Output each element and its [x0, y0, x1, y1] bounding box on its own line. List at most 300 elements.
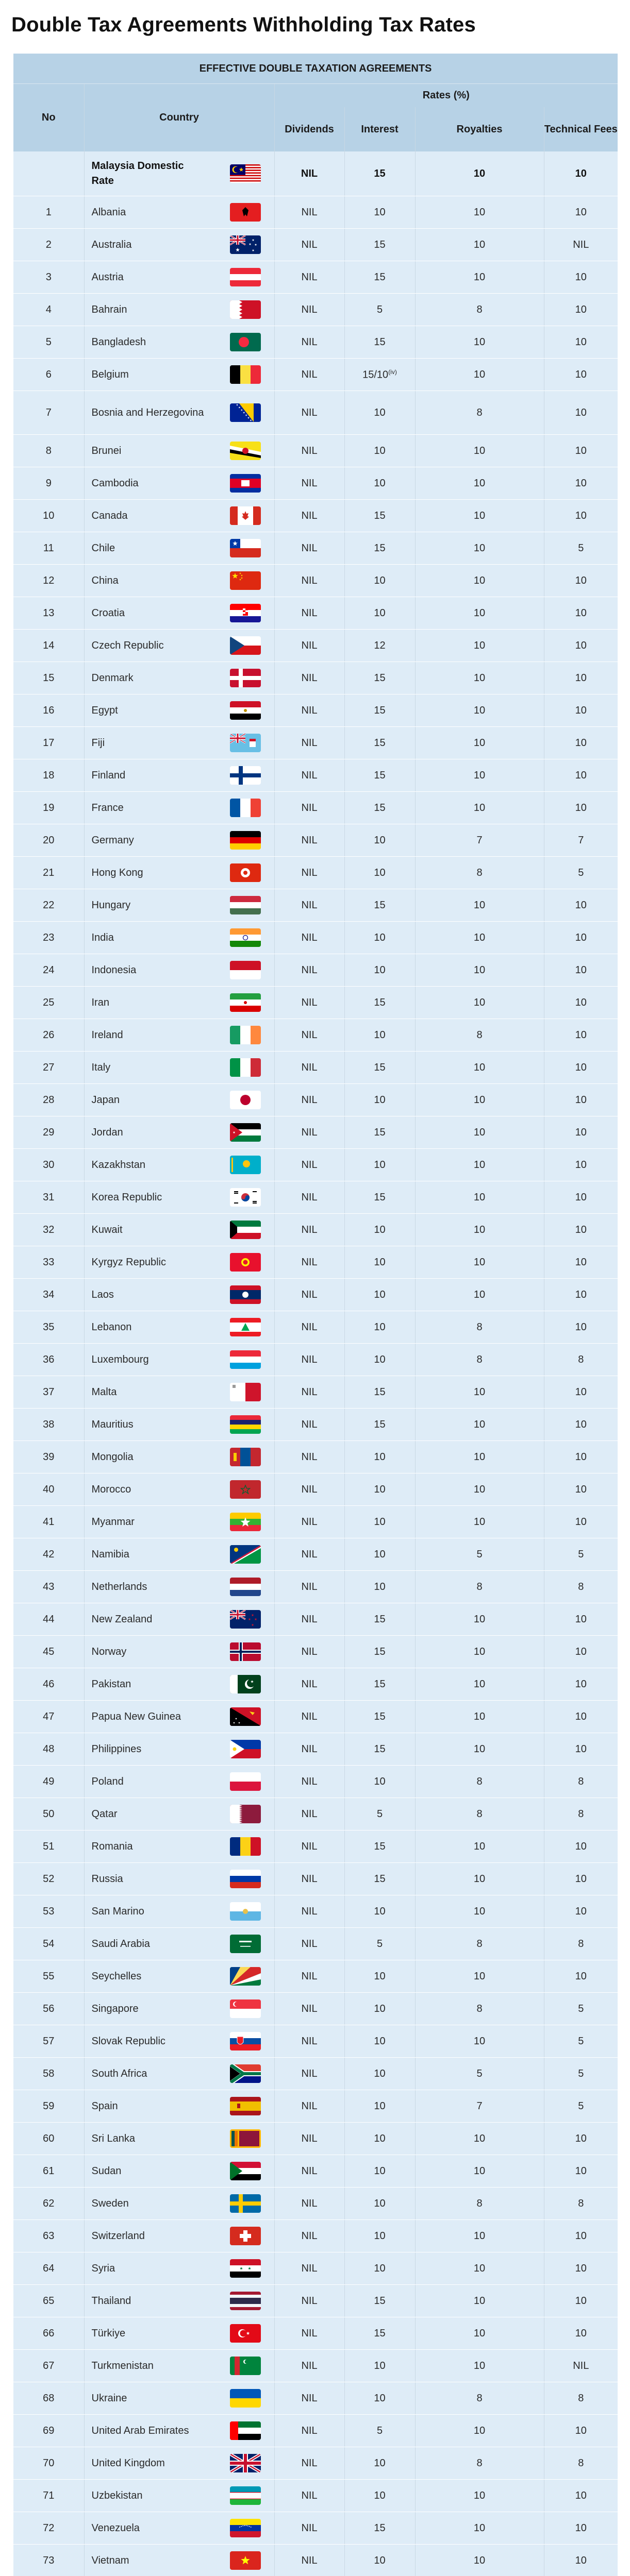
- table-row: [13, 922, 618, 954]
- cell-interest: 15: [344, 694, 415, 727]
- cell-no: 5: [13, 326, 84, 359]
- table-row: [13, 2220, 618, 2252]
- table-row: [13, 857, 618, 889]
- flag-switzerland-icon: [230, 2227, 261, 2245]
- cell-interest: 10: [344, 1149, 415, 1181]
- cell-dividends: NIL: [274, 1895, 344, 1928]
- cell-royalties: 10: [415, 1960, 544, 1993]
- country-name: Fiji: [91, 737, 105, 749]
- cell-interest: 10: [344, 1506, 415, 1538]
- cell-dividends: NIL: [274, 1733, 344, 1766]
- cell-dividends: NIL: [274, 2252, 344, 2285]
- cell-no: 7: [13, 391, 84, 435]
- country-name: Thailand: [91, 2295, 131, 2307]
- cell-no: 43: [13, 1571, 84, 1603]
- cell-technical-fees: 10: [544, 1506, 618, 1538]
- cell-dividends: NIL: [274, 532, 344, 565]
- cell-royalties: 10: [415, 954, 544, 987]
- cell-no: 59: [13, 2090, 84, 2123]
- table-row: [13, 261, 618, 294]
- cell-no: 51: [13, 1831, 84, 1863]
- cell-dividends: NIL: [274, 1409, 344, 1441]
- country-name: United Arab Emirates: [91, 2425, 189, 2436]
- cell-interest: 10: [344, 435, 415, 467]
- cell-royalties: 10: [415, 565, 544, 597]
- table-row: [13, 435, 618, 467]
- table-row: [13, 759, 618, 792]
- cell-interest: 15: [344, 792, 415, 824]
- table-row: [13, 1538, 618, 1571]
- cell-interest: 15: [344, 500, 415, 532]
- cell-technical-fees: 10: [544, 326, 618, 359]
- table-row: [13, 1376, 618, 1409]
- table-row: [13, 1960, 618, 1993]
- country-name: Czech Republic: [91, 639, 164, 651]
- cell-no: 16: [13, 694, 84, 727]
- cell-dividends: NIL: [274, 597, 344, 630]
- flag-germany-icon: [230, 831, 261, 850]
- cell-technical-fees: 10: [544, 1279, 618, 1311]
- cell-no: 41: [13, 1506, 84, 1538]
- cell-country: [84, 1863, 274, 1895]
- flag-poland-icon: [230, 1772, 261, 1791]
- cell-royalties: 8: [415, 857, 544, 889]
- table-row: [13, 2545, 618, 2576]
- country-name: Venezuela: [91, 2522, 140, 2534]
- cell-dividends: NIL: [274, 662, 344, 694]
- cell-technical-fees: 10: [544, 196, 618, 229]
- dta-rates-table: [13, 54, 618, 2576]
- table-row: [13, 2058, 618, 2090]
- cell-country: [84, 1019, 274, 1052]
- cell-dividends: NIL: [274, 2220, 344, 2252]
- cell-dividends: NIL: [274, 1636, 344, 1668]
- cell-dividends: NIL: [274, 359, 344, 391]
- cell-technical-fees: 10: [544, 727, 618, 759]
- cell-royalties: 10: [415, 229, 544, 261]
- cell-no: 60: [13, 2123, 84, 2155]
- cell-technical-fees: 5: [544, 1538, 618, 1571]
- cell-royalties: 10: [415, 922, 544, 954]
- table-row: [13, 1019, 618, 1052]
- cell-interest: 10: [344, 1084, 415, 1116]
- cell-interest: 15: [344, 727, 415, 759]
- cell-technical-fees: 10: [544, 1636, 618, 1668]
- cell-technical-fees: 10: [544, 2317, 618, 2350]
- country-name: Kyrgyz Republic: [91, 1256, 167, 1268]
- table-row: [13, 1993, 618, 2025]
- cell-royalties: 10: [415, 500, 544, 532]
- table-row: [13, 532, 618, 565]
- table-row: [13, 1863, 618, 1895]
- cell-country: [84, 2415, 274, 2447]
- country-name: Brunei: [91, 445, 122, 456]
- cell-dividends: NIL: [274, 1798, 344, 1831]
- cell-royalties: 10: [415, 2415, 544, 2447]
- cell-interest: 15: [344, 987, 415, 1019]
- flag-bahrain-icon: [230, 300, 261, 319]
- flag-bosnia-icon: [230, 403, 261, 422]
- cell-technical-fees: 10: [544, 1701, 618, 1733]
- cell-interest: 15: [344, 2512, 415, 2545]
- country-name: New Zealand: [91, 1613, 153, 1625]
- table-row: [13, 565, 618, 597]
- cell-no: 22: [13, 889, 84, 922]
- cell-interest: 15: [344, 229, 415, 261]
- cell-interest: 15: [344, 1733, 415, 1766]
- cell-country: [84, 2545, 274, 2576]
- table-row-domestic: [13, 151, 618, 196]
- cell-no: 56: [13, 1993, 84, 2025]
- flag-ukraine-icon: [230, 2389, 261, 2408]
- cell-technical-fees: 10: [544, 2512, 618, 2545]
- cell-technical-fees: 10: [544, 1116, 618, 1149]
- cell-technical-fees: 10: [544, 435, 618, 467]
- cell-country: [84, 1409, 274, 1441]
- cell-interest: 10: [344, 1214, 415, 1246]
- cell-dividends: NIL: [274, 1149, 344, 1181]
- flag-mongolia-icon: [230, 1448, 261, 1466]
- cell-country: [84, 1149, 274, 1181]
- cell-dividends: NIL: [274, 1538, 344, 1571]
- cell-technical-fees: 10: [544, 500, 618, 532]
- table-row: [13, 1928, 618, 1960]
- cell-royalties: 10: [415, 662, 544, 694]
- cell-dividends: NIL: [274, 196, 344, 229]
- cell-country: [84, 1181, 274, 1214]
- cell-dividends: NIL: [274, 1960, 344, 1993]
- cell-dividends: NIL: [274, 2188, 344, 2220]
- cell-royalties: 10: [415, 2220, 544, 2252]
- cell-interest: 10: [344, 2545, 415, 2576]
- cell-interest: 10: [344, 597, 415, 630]
- header-dividends: Dividends: [274, 107, 344, 151]
- flag-austria-icon: [230, 268, 261, 286]
- table-row: [13, 2090, 618, 2123]
- cell-royalties: 10: [415, 1214, 544, 1246]
- cell-dividends: NIL: [274, 294, 344, 326]
- cell-royalties: 10: [415, 1052, 544, 1084]
- cell-country: [84, 792, 274, 824]
- table-row: [13, 2025, 618, 2058]
- cell-royalties: 10: [415, 759, 544, 792]
- table-row: [13, 1701, 618, 1733]
- country-name: Vietnam: [91, 2554, 129, 2566]
- table-row: [13, 694, 618, 727]
- cell-interest: 15: [344, 326, 415, 359]
- country-name: Pakistan: [91, 1678, 131, 1690]
- cell-interest: 10: [344, 954, 415, 987]
- cell-technical-fees: 10: [544, 1603, 618, 1636]
- cell-technical-fees: 10: [544, 1473, 618, 1506]
- cell-no: 66: [13, 2317, 84, 2350]
- cell-no: 26: [13, 1019, 84, 1052]
- cell-interest: 10: [344, 2382, 415, 2415]
- country-name: Bangladesh: [91, 336, 146, 348]
- flag-india-icon: [230, 928, 261, 947]
- flag-italy-icon: [230, 1058, 261, 1077]
- cell-interest: 15: [344, 889, 415, 922]
- cell-country: [84, 1052, 274, 1084]
- flag-ireland-icon: [230, 1026, 261, 1044]
- cell-country: [84, 630, 274, 662]
- cell-royalties: 8: [415, 1993, 544, 2025]
- cell-no: 37: [13, 1376, 84, 1409]
- cell-country: [84, 229, 274, 261]
- cell-dividends: NIL: [274, 2512, 344, 2545]
- country-name: Seychelles: [91, 1970, 142, 1982]
- cell-technical-fees: 10: [544, 1409, 618, 1441]
- cell-no: 13: [13, 597, 84, 630]
- country-name: San Marino: [91, 1905, 144, 1917]
- cell-no: 45: [13, 1636, 84, 1668]
- cell-no: 18: [13, 759, 84, 792]
- cell-dividends: NIL: [274, 1928, 344, 1960]
- cell-country: [84, 2220, 274, 2252]
- cell-technical-fees: 10: [544, 1960, 618, 1993]
- flag-uk-icon: [230, 2454, 261, 2472]
- country-name: Kazakhstan: [91, 1159, 146, 1171]
- cell-country: [84, 1506, 274, 1538]
- table-row: [13, 1246, 618, 1279]
- cell-interest: 10: [344, 2090, 415, 2123]
- cell-royalties: 10: [415, 261, 544, 294]
- cell-no: 28: [13, 1084, 84, 1116]
- cell-country: [84, 2058, 274, 2090]
- cell-dividends: NIL: [274, 500, 344, 532]
- cell-interest: 10: [344, 1279, 415, 1311]
- cell-dividends: NIL: [274, 2382, 344, 2415]
- cell-royalties: 10: [415, 1668, 544, 1701]
- cell-interest: 10: [344, 1311, 415, 1344]
- flag-pakistan-icon: [230, 1675, 261, 1693]
- cell-royalties: 10: [415, 1376, 544, 1409]
- cell-dividends: NIL: [274, 824, 344, 857]
- flag-australia-icon: [230, 235, 261, 254]
- cell-country: [84, 824, 274, 857]
- table-row: [13, 2415, 618, 2447]
- cell-technical-fees: 10: [544, 1733, 618, 1766]
- flag-morocco-icon: [230, 1480, 261, 1499]
- cell-country: [84, 391, 274, 435]
- cell-country: [84, 532, 274, 565]
- cell-interest: [344, 359, 415, 391]
- cell-country: [84, 1538, 274, 1571]
- cell-dividends: NIL: [274, 1831, 344, 1863]
- cell-interest: 10: [344, 1538, 415, 1571]
- flag-fiji-icon: [230, 734, 261, 752]
- cell-dividends: NIL: [274, 1571, 344, 1603]
- cell-interest: 10: [344, 196, 415, 229]
- cell-interest: 10: [344, 2188, 415, 2220]
- flag-uae-icon: [230, 2421, 261, 2440]
- cell-royalties: 10: [415, 435, 544, 467]
- cell-dividends: NIL: [274, 1668, 344, 1701]
- country-name: Spain: [91, 2100, 118, 2112]
- cell-dividends: NIL: [274, 2285, 344, 2317]
- cell-no: 71: [13, 2480, 84, 2512]
- cell-royalties: 10: [415, 2317, 544, 2350]
- cell-technical-fees: 7: [544, 824, 618, 857]
- cell-interest: 5: [344, 2415, 415, 2447]
- country-name: Sri Lanka: [91, 2132, 135, 2144]
- cell-country: [84, 2090, 274, 2123]
- cell-technical-fees: 10: [544, 1019, 618, 1052]
- cell-no: 21: [13, 857, 84, 889]
- cell-dividends: NIL: [274, 2090, 344, 2123]
- cell-interest: 10: [344, 1344, 415, 1376]
- cell-royalties: 10: [415, 1084, 544, 1116]
- cell-technical-fees: NIL: [544, 229, 618, 261]
- cell-no: 67: [13, 2350, 84, 2382]
- cell-interest: 15: [344, 759, 415, 792]
- table-row: [13, 2480, 618, 2512]
- cell-no: 36: [13, 1344, 84, 1376]
- cell-royalties: 10: [415, 532, 544, 565]
- cell-interest: 10: [344, 1019, 415, 1052]
- flag-romania-icon: [230, 1837, 261, 1856]
- cell-royalties: 10: [415, 151, 544, 196]
- flag-malta-icon: [230, 1383, 261, 1401]
- cell-country: [84, 987, 274, 1019]
- cell-no: 14: [13, 630, 84, 662]
- table-row: [13, 1668, 618, 1701]
- table-row: [13, 1279, 618, 1311]
- cell-technical-fees: 10: [544, 2155, 618, 2188]
- cell-technical-fees: 8: [544, 2447, 618, 2480]
- cell-dividends: NIL: [274, 229, 344, 261]
- cell-royalties: 10: [415, 2025, 544, 2058]
- cell-interest: 10: [344, 1441, 415, 1473]
- cell-country: [84, 694, 274, 727]
- cell-country: [84, 1701, 274, 1733]
- cell-no: 48: [13, 1733, 84, 1766]
- cell-country: [84, 1473, 274, 1506]
- table-row: [13, 1084, 618, 1116]
- cell-country: [84, 1376, 274, 1409]
- cell-dividends: NIL: [274, 2480, 344, 2512]
- cell-technical-fees: 10: [544, 662, 618, 694]
- cell-no: 34: [13, 1279, 84, 1311]
- table-row: [13, 294, 618, 326]
- table-row: [13, 2382, 618, 2415]
- cell-no: 49: [13, 1766, 84, 1798]
- cell-dividends: NIL: [274, 1376, 344, 1409]
- cell-no: 57: [13, 2025, 84, 2058]
- cell-country: [84, 2188, 274, 2220]
- cell-interest: 15: [344, 1052, 415, 1084]
- country-name: Austria: [91, 271, 124, 283]
- cell-technical-fees: 5: [544, 1993, 618, 2025]
- cell-technical-fees: 5: [544, 2025, 618, 2058]
- flag-sweden-icon: [230, 2194, 261, 2213]
- cell-interest: 10: [344, 565, 415, 597]
- cell-no: 68: [13, 2382, 84, 2415]
- cell-dividends: NIL: [274, 1311, 344, 1344]
- table-row: [13, 326, 618, 359]
- country-name: Lebanon: [91, 1321, 132, 1333]
- cell-royalties: 8: [415, 1766, 544, 1798]
- cell-interest: 10: [344, 922, 415, 954]
- cell-country: [84, 1311, 274, 1344]
- flag-finland-icon: [230, 766, 261, 785]
- interest-value: 15/10: [362, 369, 389, 381]
- cell-interest: 15: [344, 1603, 415, 1636]
- cell-interest: 10: [344, 2123, 415, 2155]
- flag-malaysia-icon: [230, 164, 261, 183]
- cell-royalties: 8: [415, 1798, 544, 1831]
- cell-royalties: 10: [415, 359, 544, 391]
- cell-no: 44: [13, 1603, 84, 1636]
- cell-royalties: 10: [415, 1733, 544, 1766]
- cell-technical-fees: 10: [544, 1831, 618, 1863]
- flag-syria-icon: [230, 2259, 261, 2278]
- flag-turkmenistan-icon: [230, 2357, 261, 2375]
- cell-technical-fees: 8: [544, 1766, 618, 1798]
- cell-no: 53: [13, 1895, 84, 1928]
- country-name: Turkmenistan: [91, 2360, 154, 2371]
- flag-srilanka-icon: [230, 2129, 261, 2148]
- cell-interest: 10: [344, 1993, 415, 2025]
- cell-country: [84, 1571, 274, 1603]
- cell-no: 1: [13, 196, 84, 229]
- cell-country: [84, 662, 274, 694]
- cell-technical-fees: 5: [544, 2090, 618, 2123]
- table-row: [13, 1116, 618, 1149]
- cell-royalties: 10: [415, 1246, 544, 1279]
- cell-country: [84, 500, 274, 532]
- table-row: [13, 1831, 618, 1863]
- cell-interest: 10: [344, 2252, 415, 2285]
- country-name: Myanmar: [91, 1516, 135, 1528]
- cell-interest: 10: [344, 1960, 415, 1993]
- cell-interest: 15: [344, 1376, 415, 1409]
- cell-royalties: 10: [415, 1181, 544, 1214]
- flag-canada-icon: [230, 506, 261, 525]
- flag-egypt-icon: [230, 701, 261, 720]
- flag-mauritius-icon: [230, 1415, 261, 1434]
- cell-country: [84, 597, 274, 630]
- cell-royalties: 10: [415, 1895, 544, 1928]
- country-name: Cambodia: [91, 477, 139, 489]
- table-row: [13, 824, 618, 857]
- cell-technical-fees: 10: [544, 597, 618, 630]
- cell-country: [84, 1668, 274, 1701]
- cell-interest: 10: [344, 1246, 415, 1279]
- table-row: [13, 1733, 618, 1766]
- country-name: Jordan: [91, 1126, 123, 1138]
- table-row: [13, 1052, 618, 1084]
- cell-dividends: NIL: [274, 727, 344, 759]
- cell-royalties: 10: [415, 727, 544, 759]
- country-name: Hong Kong: [91, 867, 143, 878]
- cell-interest: 10: [344, 857, 415, 889]
- cell-technical-fees: 10: [544, 2285, 618, 2317]
- country-name: Iran: [91, 996, 109, 1008]
- table-row: [13, 467, 618, 500]
- cell-technical-fees: 10: [544, 261, 618, 294]
- table-row: [13, 1571, 618, 1603]
- flag-china-icon: [230, 571, 261, 590]
- table-row: [13, 1214, 618, 1246]
- header-technical-fees: Technical Fees: [544, 107, 618, 151]
- table-row: [13, 662, 618, 694]
- country-name: Saudi Arabia: [91, 1938, 150, 1950]
- flag-cambodia-icon: [230, 474, 261, 493]
- cell-royalties: 10: [415, 1149, 544, 1181]
- cell-country: [84, 1831, 274, 1863]
- cell-royalties: 8: [415, 1928, 544, 1960]
